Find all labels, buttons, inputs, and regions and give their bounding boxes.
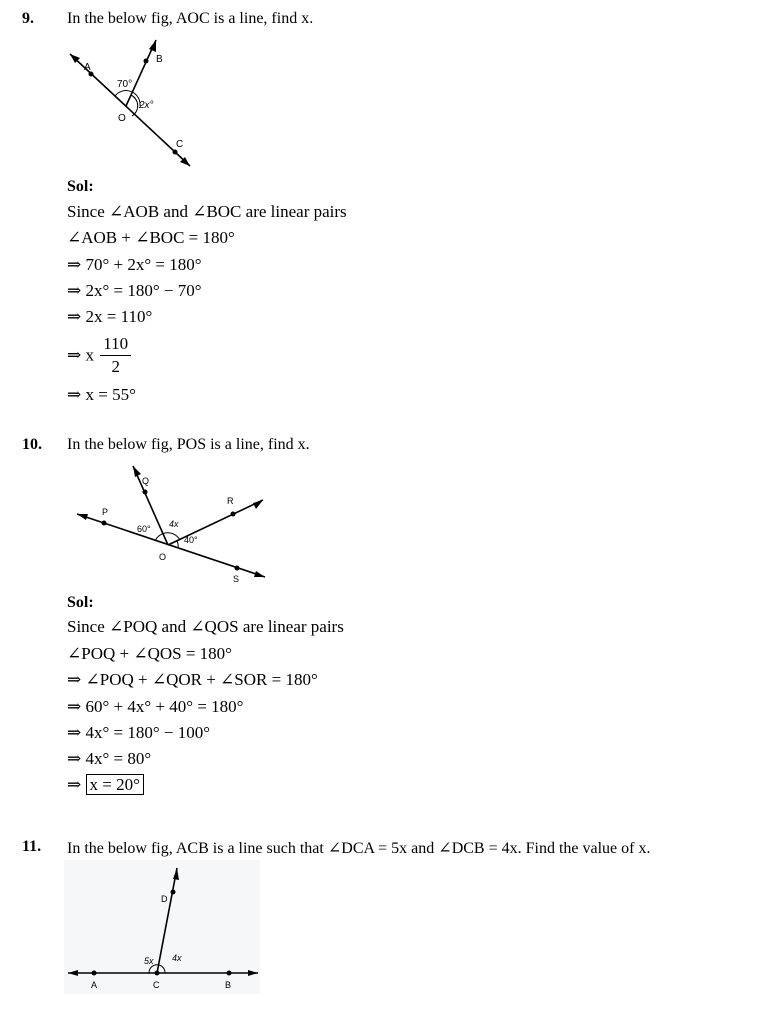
solution-line: ⇒ 2x = 110° (67, 307, 153, 326)
label-b: B (156, 54, 163, 65)
point-c (155, 971, 160, 976)
solution-title: Sol: (67, 594, 94, 611)
arrowhead-q (133, 466, 141, 477)
label-a: A (84, 62, 91, 73)
solution-line: ⇒ 4x° = 180° − 100° (67, 723, 211, 742)
solution-fraction-line (67, 333, 131, 378)
label-o: O (159, 552, 167, 562)
point-q (143, 490, 148, 495)
point-s (235, 566, 240, 571)
label-s: S (233, 574, 240, 584)
arrowhead-b (149, 40, 156, 52)
point-b (227, 971, 232, 976)
arrowhead-s (254, 571, 265, 577)
figure-aoc-line (60, 36, 210, 176)
question-number: 9. (22, 10, 34, 27)
point-d (171, 890, 176, 895)
solution-line: ⇒ ∠POQ + ∠QOR + ∠SOR = 180° (67, 670, 318, 689)
label-q: Q (142, 476, 150, 486)
angle-label-5x: 5x (144, 956, 154, 966)
solution-line: Since ∠AOB and ∠BOC are linear pairs (67, 202, 347, 221)
figure-acb-line (64, 860, 260, 994)
angle-label-4x: 4x (172, 953, 182, 963)
arrowhead-r (253, 500, 263, 509)
solution-line: ⇒ x (67, 345, 94, 365)
point-c (173, 150, 178, 155)
angle-label-2x: 2x° (139, 100, 154, 111)
ray-or (168, 500, 263, 545)
solution-line: ∠POQ + ∠QOS = 180° (67, 644, 232, 663)
fraction (100, 333, 131, 378)
angle-label-70: 70° (117, 79, 133, 90)
label-r: R (227, 496, 234, 506)
angle-arc (155, 533, 180, 541)
label-c: C (153, 980, 160, 990)
label-b: B (225, 980, 232, 990)
question-text: In the below fig, AOC is a line, find x. (67, 10, 314, 27)
label-a: A (91, 980, 98, 990)
point-p (102, 521, 107, 526)
question-number: 10. (22, 436, 42, 453)
label-c: C (176, 139, 184, 150)
figure-pos-line (75, 462, 275, 587)
solution-line: ⇒ 4x° = 80° (67, 749, 152, 768)
fraction-denominator: 2 (111, 357, 120, 376)
boxed-answer: x = 20° (86, 774, 144, 795)
solution-line: ⇒ 70° + 2x° = 180° (67, 255, 202, 274)
arrowhead-p (77, 514, 88, 520)
solution-line: Since ∠POQ and ∠QOS are linear pairs (67, 617, 344, 636)
fraction-numerator: 110 (100, 333, 131, 356)
question-text: In the below fig, POS is a line, find x. (67, 436, 310, 453)
label-p: P (102, 507, 109, 517)
solution-line: ∠AOB + ∠BOC = 180° (67, 228, 235, 247)
solution-title: Sol: (67, 178, 94, 195)
solution-line: ⇒ x = 55° (67, 385, 136, 404)
question-number: 11. (22, 838, 42, 855)
point-a (92, 971, 97, 976)
label-d: D (161, 894, 168, 904)
solution-answer-line (67, 775, 144, 795)
angle-label-4x: 4x (169, 519, 179, 529)
point-r (231, 512, 236, 517)
angle-label-40: 40° (184, 535, 198, 545)
label-o: O (118, 113, 126, 124)
solution-line: ⇒ 2x° = 180° − 70° (67, 281, 202, 300)
question-text: In the below fig, ACB is a line such that ∠DCA = 5x and ∠DCB = 4x. Find the value of x. (67, 840, 651, 857)
point-b (144, 59, 149, 64)
angle-label-60: 60° (137, 524, 151, 534)
solution-line: ⇒ 60° + 4x° + 40° = 180° (67, 697, 244, 716)
solution-line: ⇒ (67, 775, 82, 794)
